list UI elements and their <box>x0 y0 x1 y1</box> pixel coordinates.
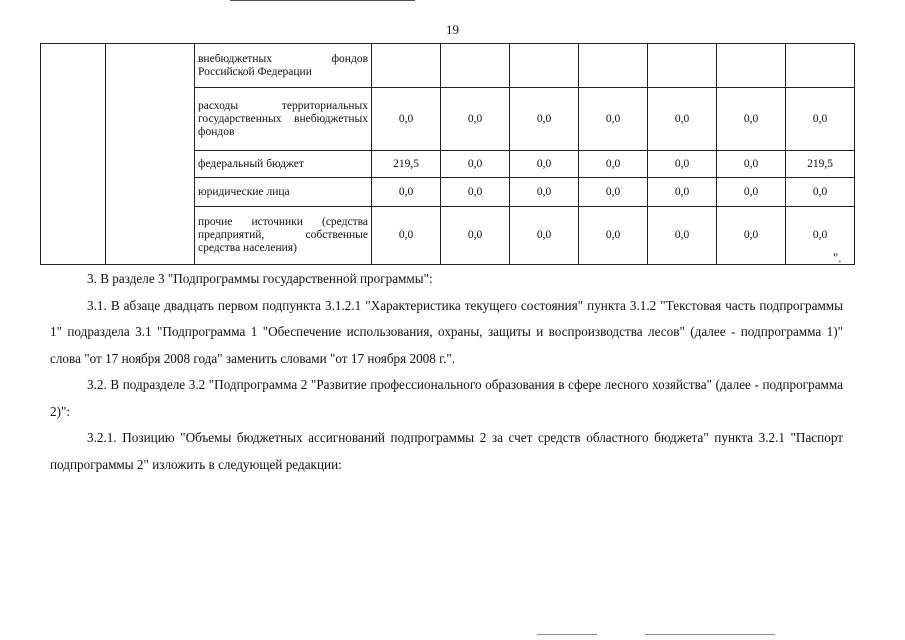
table-cell: 0,0 <box>372 88 441 151</box>
table-cell: 0,0 <box>510 207 579 265</box>
table-end-mark: ". <box>833 250 842 265</box>
table-cell <box>510 44 579 88</box>
paragraph-3-2-1: 3.2.1. Позицию "Объемы бюджетных ассигнований подпрограммы 2 за счет средств областного бюджета" пункта 3.2.1 "Паспорт подпрограммы 2" изложить в следующей редакции: <box>50 430 843 472</box>
row-label: федеральный бюджет <box>195 151 372 178</box>
table-cell: 0,0 <box>648 178 717 207</box>
table-cell: 0,0 <box>579 178 648 207</box>
table-cell <box>717 44 786 88</box>
paragraph-3-1: 3.1. В абзаце двадцать первом подпункта 3.1.2.1 "Характеристика текущего состояния" пункта 3.1.2 "Текстовая часть подпрограммы 1" подраздела 3.1 "Подпрограмма 1 "Обеспечение использования, охраны, защиты и воспроизводства лесов" (далее - подпрограмма 1)" слова "от 17 ноября 2008 года" заменить словами "от 17 ноября 2008 г.". <box>50 297 843 366</box>
table-cell: 0,0 <box>717 88 786 151</box>
budget-table <box>40 43 855 265</box>
table-cell: 0,0 <box>579 151 648 178</box>
paragraph-3-2: 3.2. В подразделе 3.2 "Подпрограмма 2 "Развитие профессионального образования в сфере лесного хозяйства" (далее - подпрограмма 2)": <box>50 377 843 419</box>
table-cell: 0,0 <box>441 207 510 265</box>
table-row <box>41 44 855 88</box>
table-cell: 0,0 <box>717 151 786 178</box>
table-cell <box>648 44 717 88</box>
top-scan-line <box>230 0 415 1</box>
table-cell <box>579 44 648 88</box>
table-blank-cell <box>41 44 106 265</box>
bottom-scan-line <box>537 634 597 635</box>
table-cell: 0,0 <box>579 207 648 265</box>
table-cell: 0,0 <box>648 151 717 178</box>
table-cell <box>786 44 855 88</box>
table-cell: 0,0 <box>372 178 441 207</box>
table-cell <box>372 44 441 88</box>
paragraph-section-3: 3. В разделе 3 "Подпрограммы государственной программы": <box>87 271 433 286</box>
table-cell: 0,0 <box>579 88 648 151</box>
table-cell: 0,0 <box>786 88 855 151</box>
table-cell: 0,0 <box>717 207 786 265</box>
row-label: внебюджетных фондов Российской Федерации <box>195 44 372 88</box>
table-cell: 219,5 <box>372 151 441 178</box>
table-cell: 0,0 <box>717 178 786 207</box>
table-cell: 0,0 <box>510 88 579 151</box>
table-cell: 0,0 <box>441 178 510 207</box>
table-cell: 219,5 <box>786 151 855 178</box>
table-cell: 0,0 <box>510 178 579 207</box>
row-label: расходы территориальных государственных внебюджетных фондов <box>195 88 372 151</box>
row-label: юридические лица <box>195 178 372 207</box>
table-cell: 0,0 <box>510 151 579 178</box>
table-cell: 0,0 <box>648 207 717 265</box>
body-text <box>50 266 843 478</box>
bottom-scan-line <box>645 634 775 635</box>
row-label: прочие источники (средства предприятий, собственные средства населения) <box>195 207 372 265</box>
table-blank-cell <box>106 44 195 265</box>
table-cell: 0,0 <box>786 178 855 207</box>
page-number: 19 <box>446 22 459 37</box>
table-cell <box>441 44 510 88</box>
table-cell: 0,0 <box>441 151 510 178</box>
table-cell: 0,0 <box>372 207 441 265</box>
table-cell: 0,0 <box>648 88 717 151</box>
table-cell: 0,0 <box>786 207 855 265</box>
table-cell: 0,0 <box>441 88 510 151</box>
